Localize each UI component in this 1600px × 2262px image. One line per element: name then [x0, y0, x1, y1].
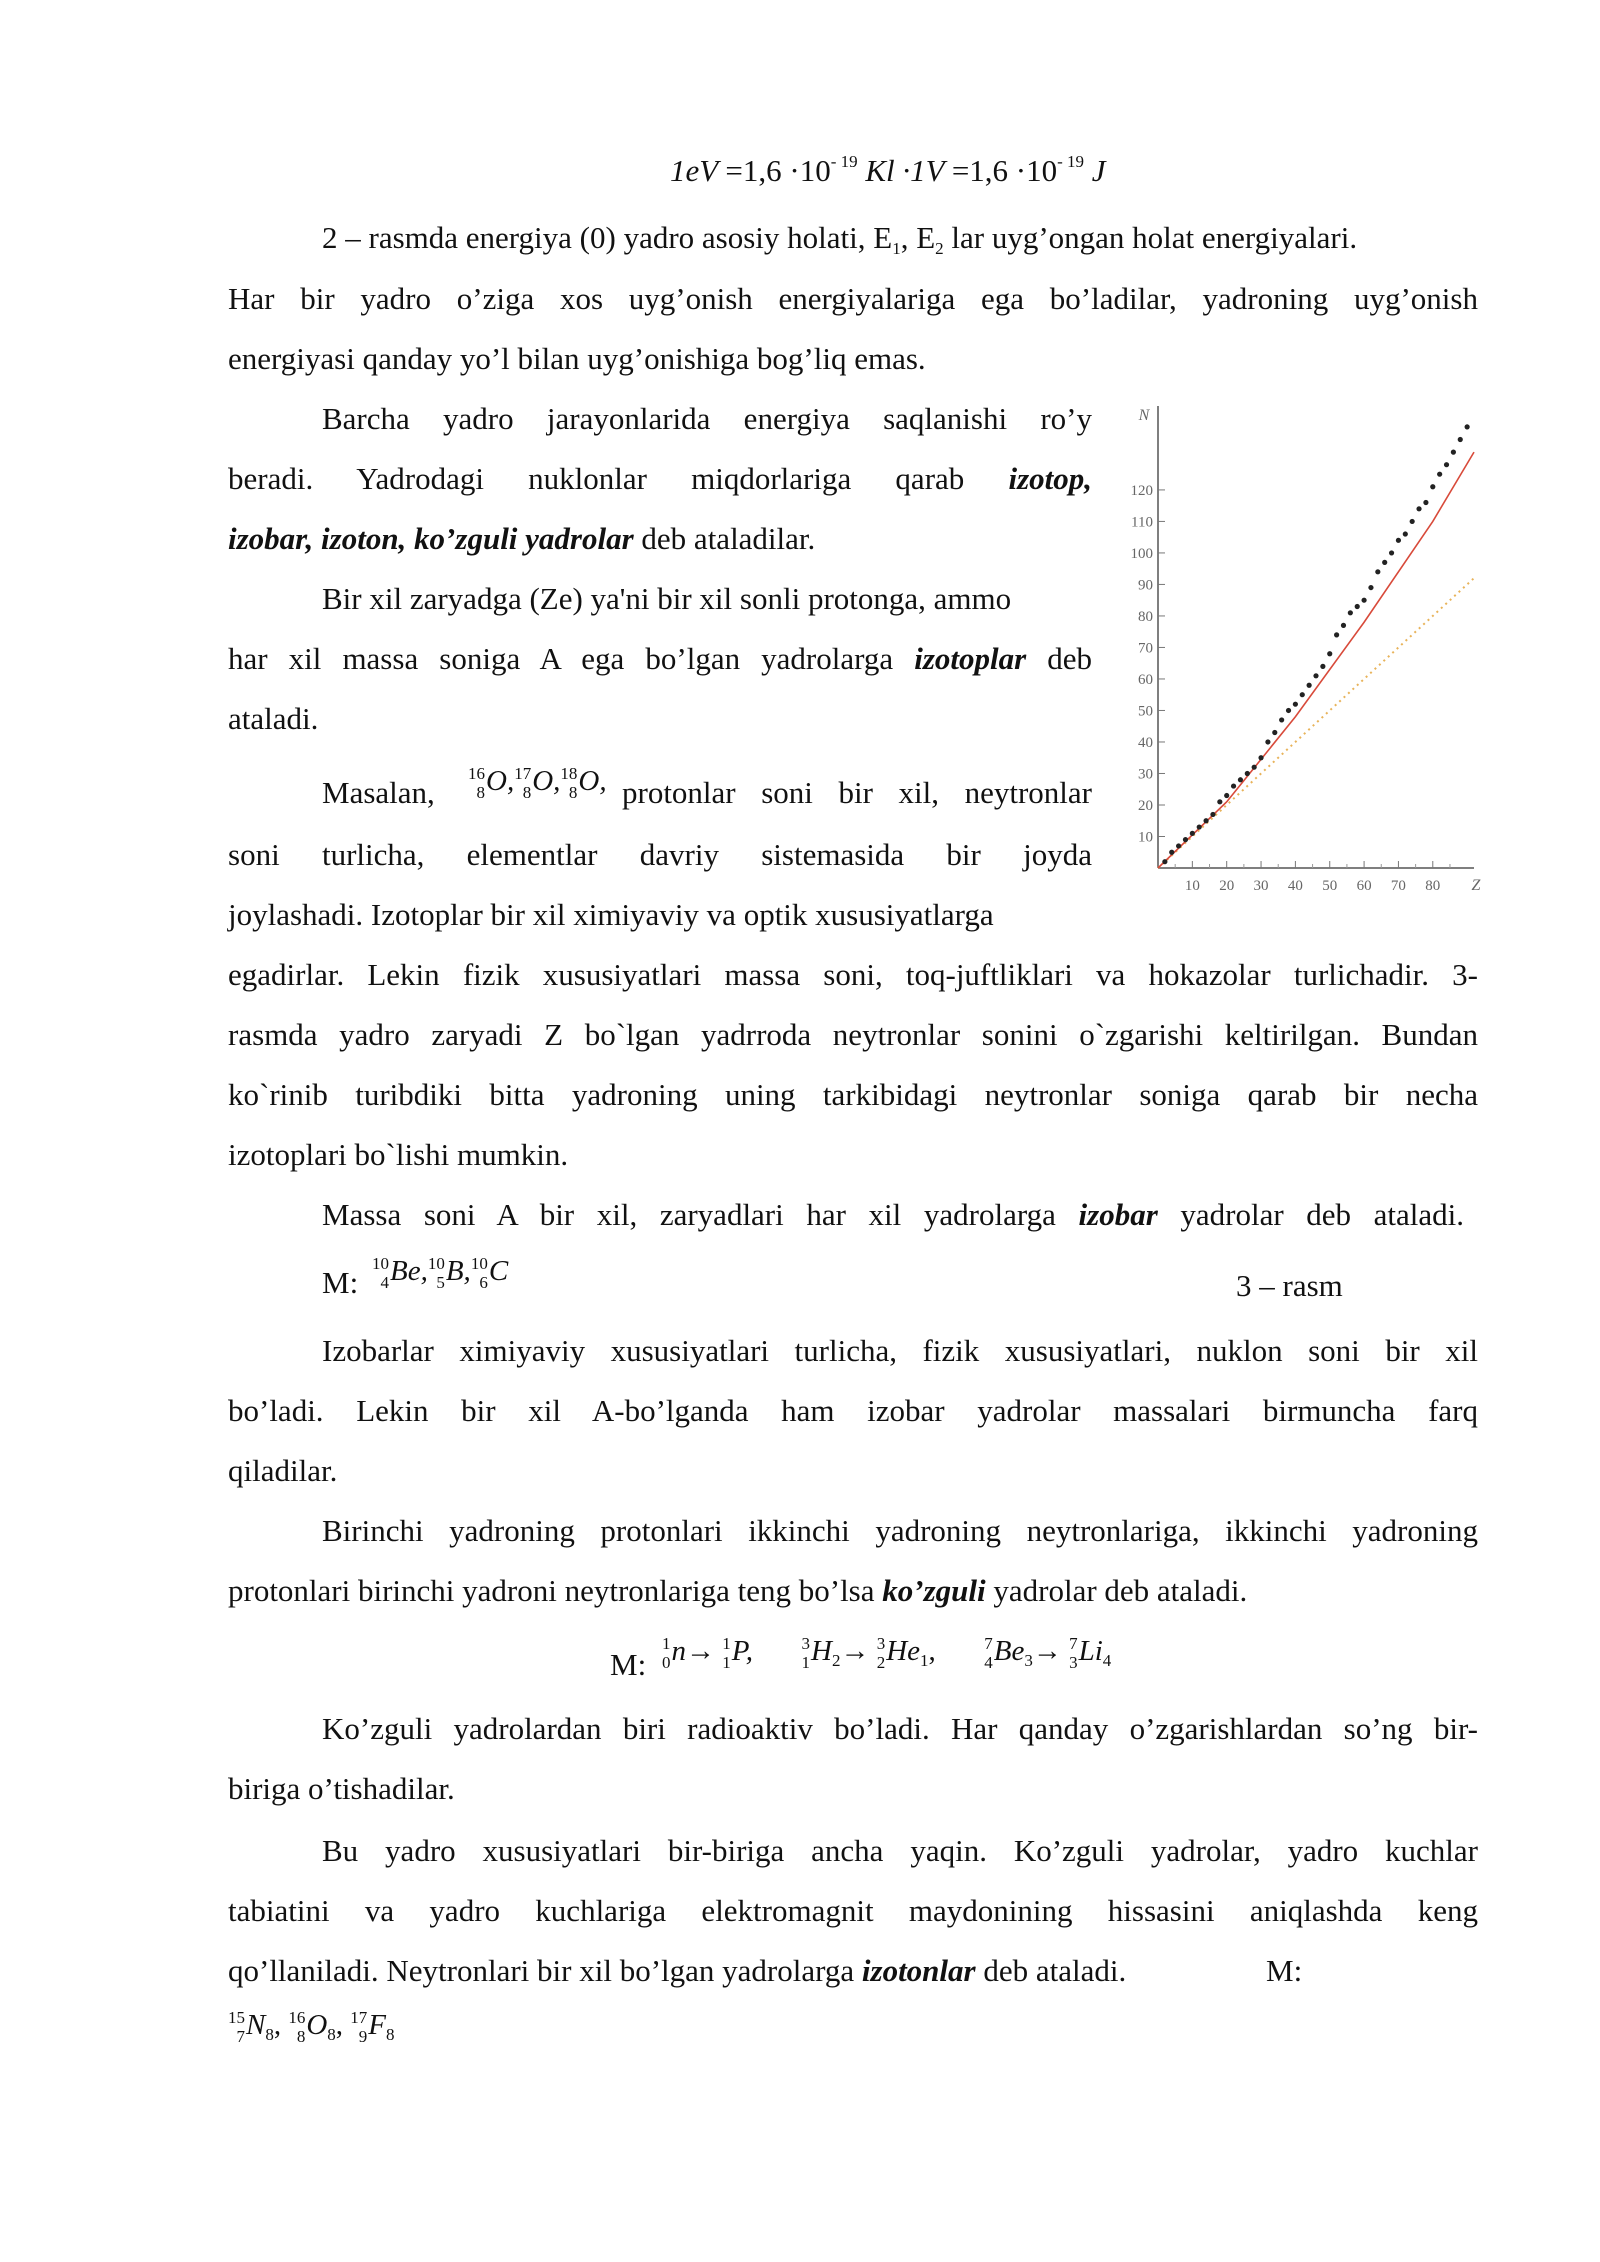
stable-nucleus-point [1327, 651, 1332, 656]
stable-nucleus-point [1423, 500, 1428, 505]
highlight-term: izotonlar [861, 1953, 976, 1988]
stable-nucleus-point [1210, 812, 1215, 817]
paragraph-line: biriga o’tishadilar. [228, 1771, 455, 1806]
text: Masalan, [322, 775, 435, 810]
stable-nucleus-point [1203, 818, 1208, 823]
nuclide-n1: 1 0 n [662, 1634, 686, 1673]
stable-nucleus-point [1341, 623, 1346, 628]
paragraph-line [322, 1194, 1464, 1236]
subscript: 2 [935, 239, 944, 258]
formula-part: ·10 [1015, 153, 1058, 188]
stable-nucleus-point [1245, 771, 1250, 776]
isoton-example-label: M: [1266, 1953, 1303, 1988]
neutron-proton-chart [1108, 398, 1488, 918]
highlight-term: ko’zguli [882, 1573, 986, 1608]
y-tick-label: 70 [1138, 640, 1153, 657]
y-axis-letter: N [1138, 407, 1150, 424]
paragraph-line: Bir xil zaryadga (Ze) ya'ni bir xil sonli protonga, ammo [322, 581, 1012, 616]
comma: , [928, 1635, 936, 1667]
stable-nucleus-point [1176, 843, 1181, 848]
nuclide-f17: 17 9 $F_8$ [350, 2008, 395, 2047]
paragraph-line: tabiatini va yadro kuchlariga elektromagnit maydonining hissasini aniqlashda keng [228, 1893, 1478, 1928]
stable-nucleus-point [1410, 519, 1415, 524]
nuclide-o17: 17 8 O, [514, 764, 561, 803]
paragraph-line: rasmda yadro zaryadi Z bo`lgan yadrroda neytronlar sonini o`zgarishi keltirilgan. Bundan [228, 1017, 1478, 1052]
formula-exponent: - 19 [830, 152, 858, 171]
nuclide-c10: 10 6 C [470, 1254, 509, 1293]
stable-nucleus-point [1252, 765, 1257, 770]
paragraph-line: Ko’zguli yadrolardan biri radioaktiv bo’ladi. Har qanday o’zgarishlardan so’ng bir- [322, 1711, 1478, 1746]
text: 2 – rasmda energiya (0) yadro asosiy holati, E [322, 220, 893, 255]
stable-nucleus-point [1355, 604, 1360, 609]
formula-part: ·1V [902, 153, 945, 188]
isobar-example [322, 1262, 358, 1304]
text: qo’llaniladi. Neytronlari bir xil bo’lgan yadrolarga [228, 1953, 855, 1988]
paragraph-line: izotoplari bo`lishi mumkin. [228, 1137, 569, 1172]
example-label: M: [610, 1647, 647, 1682]
nuclide-be7: 7 4 $Be_3$ [984, 1634, 1033, 1673]
paragraph-line [228, 1950, 1126, 1992]
y-tick-label: 50 [1138, 703, 1153, 720]
text: , E [900, 220, 936, 255]
figure-caption: 3 – rasm [1236, 1268, 1343, 1303]
highlight-term: izotop, [1008, 461, 1093, 496]
comma: , [335, 2009, 344, 2041]
stable-nucleus-point [1403, 531, 1408, 536]
y-tick-label: 40 [1138, 734, 1153, 751]
formula-part: ·10 [789, 153, 831, 188]
stable-nucleus-point [1430, 484, 1435, 489]
formula-part: J [1091, 153, 1106, 188]
text: protonlari birinchi yadroni neytronlariga teng bo’lsa [228, 1573, 875, 1608]
y-tick-label: 20 [1138, 797, 1153, 814]
text: Massa soni A bir xil, zaryadlari har xil yadrolarga [322, 1197, 1056, 1232]
stable-nucleus-point [1437, 472, 1442, 477]
stable-nucleus-point [1279, 717, 1284, 722]
stable-nucleus-point [1224, 793, 1229, 798]
stable-nucleus-point [1451, 450, 1456, 455]
paragraph-line: ko`rinib turibdiki bitta yadroning uning tarkibidagi neytronlar soniga qarab bir necha [228, 1077, 1478, 1112]
nuclide-b10: 10 5 B, [427, 1254, 471, 1293]
stable-nucleus-point [1272, 730, 1277, 735]
stable-nucleus-point [1307, 683, 1312, 688]
stable-nucleus-point [1375, 569, 1380, 574]
highlight-term: izotoplar [914, 641, 1027, 676]
text: deb ataladilar. [633, 521, 816, 556]
paragraph-line: Har bir yadro o’ziga xos uyg’onish energiyalariga ega bo’ladilar, yadroning uyg’onish [228, 281, 1478, 316]
paragraph-line: protonlar soni bir xil, neytronlar [622, 775, 1092, 810]
stable-nucleus-point [1334, 632, 1339, 637]
nuclide-h3: 3 1 $H_2$ [801, 1634, 841, 1673]
energy-unit-formula [670, 152, 1106, 189]
stable-nucleus-point [1320, 664, 1325, 669]
text: yadrolar deb ataladi. [985, 1573, 1248, 1608]
stable-nucleus-point [1265, 739, 1270, 744]
paragraph-line: Birinchi yadroning protonlari ikkinchi yadroning neytronlariga, ikkinchi yadroning [322, 1513, 1478, 1548]
x-tick-label: 10 [1184, 878, 1200, 894]
isotope-examples [468, 760, 607, 802]
y-tick-label: 110 [1131, 514, 1153, 531]
stable-nucleus-point [1368, 585, 1373, 590]
x-tick-label: 40 [1287, 878, 1303, 894]
y-tick-label: 90 [1138, 577, 1153, 594]
stable-nucleus-point [1231, 783, 1236, 788]
arrow: → [686, 1635, 715, 1667]
nuclide-n15: 15 7 $N_8$ [228, 2008, 274, 2047]
stable-nucleus-point [1183, 837, 1188, 842]
stable-nucleus-point [1465, 424, 1470, 429]
paragraph-line: energiyasi qanday yo’l bilan uyg’onishiga bog’liq emas. [228, 341, 926, 376]
stable-nucleus-point [1313, 673, 1318, 678]
x-axis-letter: Z [1471, 877, 1481, 894]
text: lar uyg’ongan holat energiyalari. [943, 220, 1358, 255]
isoton-nuclides [228, 2004, 395, 2056]
paragraph-line: bo’ladi. Lekin bir xil A-bo’lganda ham izobar yadrolar massalari birmuncha farq [228, 1393, 1478, 1428]
stable-nucleus-point [1382, 560, 1387, 565]
stable-nucleus-point [1169, 850, 1174, 855]
stable-nucleus-point [1444, 462, 1449, 467]
highlight-term: izobar [1078, 1197, 1158, 1232]
stable-nucleus-point [1190, 831, 1195, 836]
subscript: 1 [892, 239, 901, 258]
y-tick-label: 120 [1130, 482, 1153, 499]
highlight-term: izobar, izoton, ko’zguli yadrolar [228, 521, 634, 556]
y-tick-label: 100 [1130, 545, 1153, 562]
formula-part: Kl [865, 153, 895, 188]
stability-fit-line [1158, 452, 1474, 868]
stable-nucleus-point [1361, 598, 1366, 603]
nuclide-o16-isoton: 16 8 $O_8$ [288, 2008, 336, 2047]
formula-part: 1eV [670, 153, 718, 188]
paragraph-line [228, 638, 1092, 680]
reference-line [1158, 578, 1474, 868]
stable-nucleus-point [1162, 859, 1167, 864]
x-tick-label: 80 [1425, 878, 1441, 894]
example-label: M: [322, 1265, 359, 1300]
stable-nucleus-point [1197, 824, 1202, 829]
stable-nucleus-point [1416, 506, 1421, 511]
text: yadrolar deb ataladi. [1180, 1197, 1465, 1232]
stable-nucleus-point [1389, 550, 1394, 555]
x-tick-label: 60 [1356, 878, 1372, 894]
formula-part: =1,6 [725, 153, 782, 188]
stable-nucleus-point [1293, 702, 1298, 707]
paragraph-line: ataladi. [228, 701, 319, 736]
paragraph-line: Bu yadro xususiyatlari bir-biriga ancha yaqin. Ko’zguli yadrolar, yadro kuchlar [322, 1833, 1478, 1868]
formula-part: =1,6 [951, 153, 1009, 188]
mirror-reactions [662, 1630, 1111, 1682]
y-tick-label: 30 [1138, 766, 1153, 783]
nuclide-be10: 10 4 Be, [372, 1254, 428, 1293]
text: har xil massa soniga A ega bo’lgan yadrolarga [228, 641, 894, 676]
paragraph-line [228, 1570, 1247, 1612]
nuclide-p1: 1 1 P, [722, 1634, 753, 1673]
paragraph-line: egadirlar. Lekin fizik xususiyatlari massa soni, toq-juftliklari va hokazolar turlichadir. 3- [228, 957, 1478, 992]
paragraph-line [228, 458, 1092, 500]
stable-nucleus-point [1258, 755, 1263, 760]
paragraph-line: joylashadi. Izotoplar bir xil ximiyaviy va optik xususiyatlarga [228, 897, 994, 932]
text: deb ataladi. [975, 1953, 1127, 1988]
stable-nucleus-point [1286, 708, 1291, 713]
comma: , [273, 2009, 282, 2041]
y-tick-label: 10 [1138, 829, 1153, 846]
paragraph-line [228, 518, 815, 560]
stable-nucleus-point [1217, 799, 1222, 804]
stable-nucleus-point [1300, 692, 1305, 697]
paragraph-line [322, 217, 1357, 270]
formula-exponent: - 19 [1057, 152, 1085, 171]
x-tick-label: 50 [1322, 878, 1338, 894]
x-tick-label: 30 [1253, 878, 1269, 894]
x-tick-label: 20 [1219, 878, 1235, 894]
text: deb [1047, 641, 1093, 676]
arrow: → [1032, 1635, 1062, 1667]
stable-nucleus-point [1348, 610, 1353, 615]
paragraph-line [322, 772, 435, 814]
x-tick-label: 70 [1390, 878, 1406, 894]
paragraph-line: Barcha yadro jarayonlarida energiya saqlanishi ro’y [322, 401, 1092, 436]
paragraph-line: Izobarlar ximiyaviy xususiyatlari turlicha, fizik xususiyatlari, nuklon soni bir xil [322, 1333, 1478, 1368]
text: beradi. Yadrodagi nuklonlar miqdorlariga qarab [228, 461, 965, 496]
paragraph-line: qiladilar. [228, 1453, 338, 1488]
mirror-example-label [610, 1644, 646, 1686]
y-tick-label: 60 [1138, 671, 1153, 688]
isobar-nuclides [372, 1250, 508, 1292]
y-tick-label: 80 [1138, 608, 1153, 625]
paragraph-line: soni turlicha, elementlar davriy sistemasida bir joyda [228, 837, 1092, 872]
nuclide-he3: 3 2 $He_1$ [876, 1634, 929, 1673]
stable-nucleus-point [1238, 777, 1243, 782]
arrow: → [840, 1635, 870, 1667]
nuclide-o18: 18 8 O, [560, 764, 607, 803]
stable-nucleus-point [1458, 437, 1463, 442]
nuclide-li7: 7 3 $Li_4$ [1069, 1634, 1112, 1673]
nuclide-o16: 16 8 O, [468, 764, 515, 803]
stable-nucleus-point [1396, 538, 1401, 543]
